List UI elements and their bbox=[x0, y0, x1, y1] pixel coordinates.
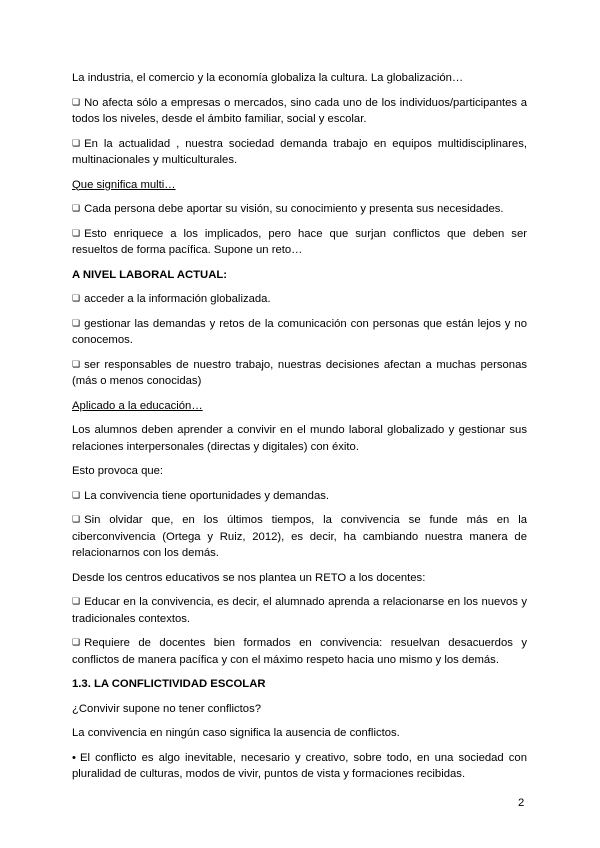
bullet-paragraph: ❏ No afecta sólo a empresas o mercados, sino cada uno de los individuos/participantes a todos los niveles, desde el ámbito familiar, social y escolar. bbox=[72, 95, 527, 128]
bullet-paragraph: ❏ Requiere de docentes bien formados en convivencia: resuelvan desacuerdos y conflictos de manera pacífica y con el máximo respeto hacia uno mismo y los demás. bbox=[72, 635, 527, 668]
paragraph: Desde los centros educativos se nos plantea un RETO a los docentes: bbox=[72, 571, 426, 584]
dot-paragraph: • El conflicto es algo inevitable, necesario y creativo, sobre todo, en una sociedad con pluralidad de culturas, modos de vivir, puntos de vista y formaciones recibidas. bbox=[72, 750, 527, 783]
bullet-paragraph: ❏ En la actualidad , nuestra sociedad demanda trabajo en equipos multidisciplinares, multinacionales y multiculturales. bbox=[72, 136, 527, 169]
bullet-paragraph: ❏ Sin olvidar que, en los últimos tiempos, la convivencia se funde más en la ciberconvivencia (Ortega y Ruiz, 2012), es decir, ha cambiando nuestra manera de relacionarnos con los demás. bbox=[72, 512, 527, 562]
paragraph: Los alumnos deben aprender a convivir en el mundo laboral globalizado y gestionar sus relaciones interpersonales (directas y digitales) con éxito. bbox=[72, 424, 527, 453]
paragraph: ¿Convivir supone no tener conflictos? bbox=[72, 702, 262, 715]
underlined-text: Aplicado a la educación… bbox=[72, 399, 203, 412]
page-content bbox=[72, 70, 527, 791]
bullet-paragraph: ❏ Educar en la convivencia, es decir, el alumnado aprenda a relacionarse en los nuevos y tradicionales contextos. bbox=[72, 594, 527, 627]
underlined-text: Que significa multi… bbox=[72, 178, 176, 191]
bullet-paragraph: ❏ La convivencia tiene oportunidades y demandas. bbox=[72, 488, 527, 505]
subheading bbox=[72, 398, 527, 415]
bullet-paragraph: ❏ Esto enriquece a los implicados, pero hace que surjan conflictos que deben ser resueltos de forma pacífica. Supone un reto… bbox=[72, 226, 527, 259]
bullet-paragraph: ❏ Cada persona debe aportar su visión, su conocimiento y presenta sus necesidades. bbox=[72, 201, 527, 218]
section-heading: 1.3. LA CONFLICTIVIDAD ESCOLAR bbox=[72, 678, 266, 690]
paragraph: Esto provoca que: bbox=[72, 465, 164, 477]
bullet-paragraph: ❏ acceder a la información globalizada. bbox=[72, 291, 527, 308]
bullet-paragraph: ❏ ser responsables de nuestro trabajo, nuestras decisiones afectan a muchas personas (más o menos conocidas) bbox=[72, 357, 527, 390]
bullet-paragraph: ❏ gestionar las demandas y retos de la comunicación con personas que están lejos y no conocemos. bbox=[72, 316, 527, 349]
subheading bbox=[72, 177, 527, 194]
paragraph: La industria, el comercio y la economía globaliza la cultura. La globalización… bbox=[72, 72, 464, 84]
paragraph: La convivencia en ningún caso significa la ausencia de conflictos. bbox=[72, 727, 400, 739]
section-heading: A NIVEL LABORAL ACTUAL: bbox=[72, 268, 228, 281]
page-number: 2 bbox=[518, 797, 525, 809]
